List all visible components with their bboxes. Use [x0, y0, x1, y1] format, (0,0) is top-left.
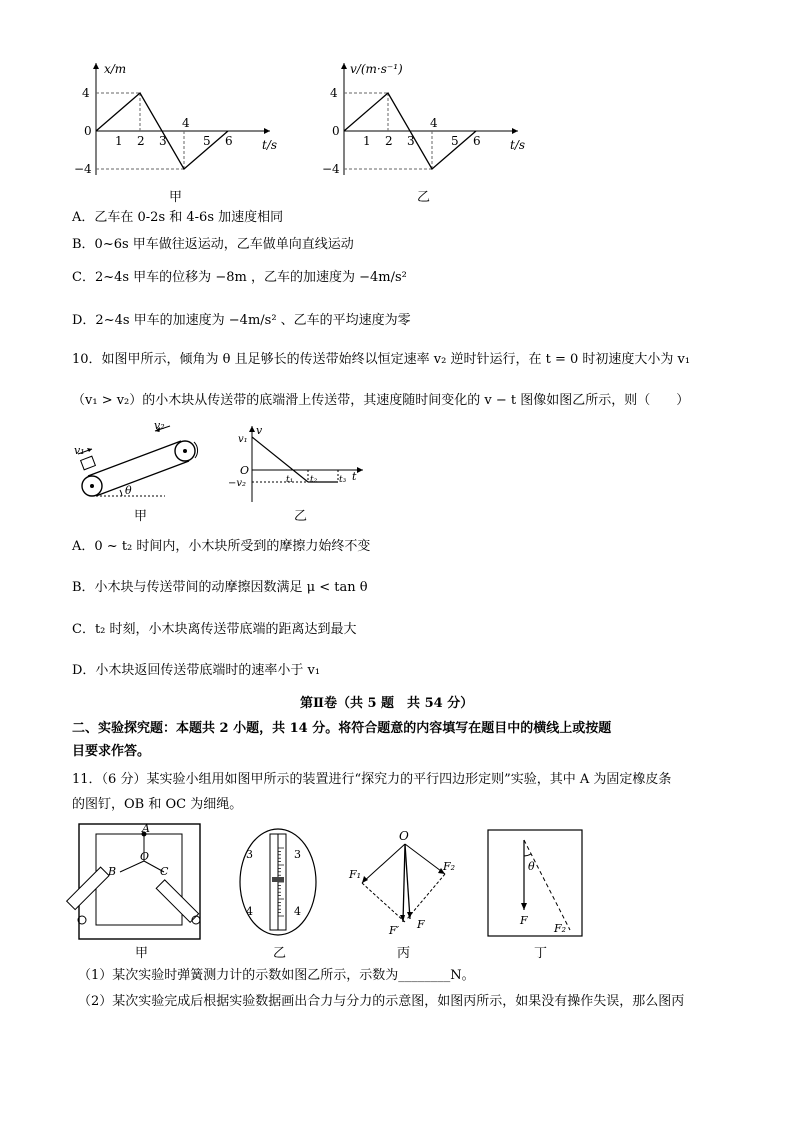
label-f2: F₂: [554, 922, 567, 935]
origin-label: O: [240, 464, 250, 477]
x-label: t/s: [510, 138, 526, 152]
origin-label: 0: [84, 124, 92, 138]
graph-jia: [70, 55, 290, 205]
xtick-2: 2: [137, 134, 145, 148]
xtick-3: 3: [159, 134, 167, 148]
xtick-5: 5: [203, 134, 211, 148]
q10-stem-line2: （v₁ > v₂）的小木块从传送带的底端滑上传送带，其速度随时间变化的 v − t 图像如图乙所示，则（ ）: [72, 393, 690, 408]
f-vector: [405, 844, 410, 919]
q9-option-b: B．0~6s 甲车做往返运动，乙车做单向直线运动: [72, 237, 354, 252]
n4-left: 4: [246, 905, 253, 918]
caption-jia: 甲: [169, 190, 183, 205]
caption-jia: 甲: [134, 509, 148, 524]
xtick-2: 2: [385, 134, 393, 148]
label-o: O: [140, 850, 150, 863]
q11-fig-ding: [486, 826, 586, 962]
label-o: O: [399, 829, 409, 843]
label-f: F: [520, 914, 528, 927]
q11-stem-line2: 的图钉，OB 和 OC 为细绳。: [72, 797, 243, 812]
t1-tick: t₁: [286, 475, 294, 485]
scale-b: [67, 867, 109, 909]
xtick-1: 1: [115, 134, 123, 148]
label-f1: F₁: [349, 868, 362, 881]
xtick-6: 6: [225, 134, 233, 148]
scale-c: [156, 880, 198, 922]
tick-m4: −4: [322, 162, 340, 176]
v1-label: v₁: [74, 444, 85, 457]
q10-stem-line1: 10．如图甲所示，倾角为 θ 且足够长的传送带始终以恒定速率 v₂ 逆时针运行，在 t = 0 时初速度大小为 v₁: [72, 352, 691, 367]
caption-bing: 丙: [397, 946, 411, 961]
inner-paper: [96, 834, 182, 925]
origin-label: 0: [332, 124, 340, 138]
xtick-3: 3: [407, 134, 415, 148]
theta-label: θ: [125, 484, 132, 497]
v-label: v: [256, 424, 263, 437]
graph-yi: [318, 55, 538, 205]
xtick-1: 1: [363, 134, 371, 148]
q10-option-c: C．t₂ 时刻，小木块离传送带底端的距离达到最大: [72, 622, 357, 637]
label-f2: F₂: [443, 860, 456, 873]
v1-tick: v₁: [238, 434, 248, 445]
f2-vector: [405, 844, 445, 874]
f2-line: [524, 840, 570, 930]
caption-jia: 甲: [135, 946, 149, 961]
board: [488, 830, 582, 936]
q11-fig-jia: [78, 820, 208, 962]
section-heading-line1: 二、实验探究题：本题共 2 小题，共 14 分。将符合题意的内容填写在题目中的横线上或按题: [72, 721, 612, 736]
q10-option-a: A．0 ~ t₂ 时间内，小木块所受到的摩擦力始终不变: [72, 539, 371, 554]
n3-right: 3: [294, 848, 301, 861]
x-label: t/s: [262, 138, 278, 152]
q11-stem-line1: 11．（6 分）某实验小组用如图甲所示的装置进行“探究力的平行四边形定则”实验，其中 A 为固定橡皮条: [72, 772, 672, 787]
q11-part1: （1）某次实验时弹簧测力计的示数如图乙所示，示数为________N。: [78, 968, 475, 983]
q10-vt-graph: [228, 422, 378, 528]
section-heading-line2: 目要求作答。: [72, 744, 151, 759]
label-theta: θ: [528, 860, 535, 873]
t-label: t: [352, 470, 357, 483]
t2-tick: t₂: [310, 475, 318, 485]
belt-top: [88, 441, 181, 476]
section-title: 第Ⅱ卷（共 5 题 共 54 分）: [300, 696, 474, 711]
mv2-tick: −v₂: [228, 478, 247, 489]
label-f: F: [417, 918, 425, 931]
q11-fig-yi: [238, 826, 322, 962]
xtick-4: 4: [182, 116, 190, 130]
y-label: x/m: [104, 62, 127, 76]
q9-option-d: D．2~4s 甲车的加速度为 −4m/s² 、乙车的平均速度为零: [72, 313, 411, 328]
y-label: v/(m·s⁻¹): [350, 62, 403, 76]
tick-4: 4: [330, 86, 338, 100]
q9-option-a: A．乙车在 0-2s 和 4-6s 加速度相同: [72, 210, 284, 225]
v2-label: v₂: [154, 419, 165, 432]
xtick-4: 4: [430, 116, 438, 130]
caption-yi: 乙: [294, 509, 308, 524]
caption-ding: 丁: [534, 946, 548, 961]
fprime-vector: [403, 844, 405, 922]
t3-tick: t₃: [339, 475, 347, 485]
n4-right: 4: [294, 905, 301, 918]
q9-option-c: C．2~4s 甲车的位移为 −8m ，乙车的加速度为 −4m/s²: [72, 270, 407, 285]
caption-yi: 乙: [273, 946, 287, 961]
decel-line: [252, 437, 308, 482]
q10-option-b: B．小木块与传送带间的动摩擦因数满足 μ < tan θ: [72, 580, 368, 595]
q11-fig-bing: [345, 826, 465, 962]
n3-left: 3: [246, 848, 253, 861]
pointer: [272, 877, 284, 882]
wood-block: [81, 456, 96, 470]
caption-yi: 乙: [417, 190, 431, 205]
q11-part2: （2）某次实验完成后根据实验数据画出合力与分力的示意图，如图丙所示，如果没有操作失误，那么图丙: [78, 994, 685, 1009]
tick-4: 4: [82, 86, 90, 100]
label-fprime: F′: [389, 924, 400, 937]
xtick-6: 6: [473, 134, 481, 148]
label-b: B: [108, 865, 117, 878]
label-c: C: [160, 865, 169, 878]
tick-m4: −4: [74, 162, 92, 176]
q10-conveyor-figure: [70, 418, 210, 528]
label-a: A: [142, 822, 150, 835]
q10-option-d: D．小木块返回传送带底端时的速率小于 v₁: [72, 663, 321, 678]
xtick-5: 5: [451, 134, 459, 148]
belt-bottom: [96, 461, 189, 496]
f1-vector: [362, 844, 405, 883]
